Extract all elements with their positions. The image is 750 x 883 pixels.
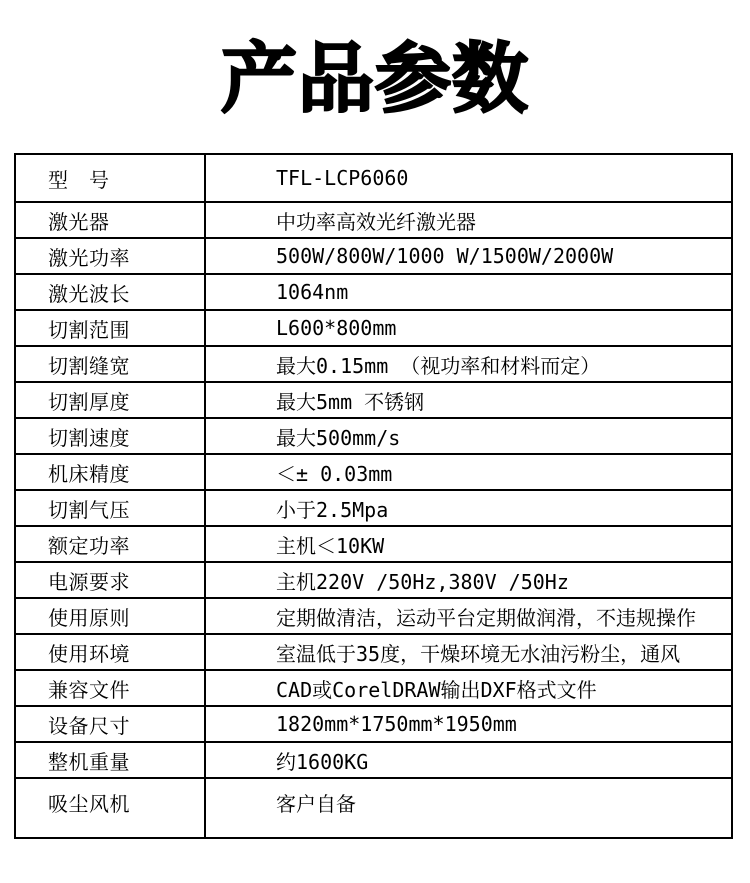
spec-value: 最大0.15mm （视功率和材料而定）	[205, 346, 732, 382]
spec-label: 使用原则	[15, 598, 205, 634]
table-row	[15, 778, 732, 838]
spec-label: 切割速度	[15, 418, 205, 454]
table-row	[15, 526, 732, 562]
spec-label: 切割气压	[15, 490, 205, 526]
table-row	[15, 598, 732, 634]
spec-label: 使用环境	[15, 634, 205, 670]
table-row	[15, 670, 732, 706]
spec-table-body	[15, 154, 732, 838]
spec-label: 额定功率	[15, 526, 205, 562]
table-row	[15, 706, 732, 742]
spec-value: 最大5mm 不锈钢	[205, 382, 732, 418]
spec-label: 激光功率	[15, 238, 205, 274]
product-spec-table	[14, 153, 733, 839]
table-row	[15, 310, 732, 346]
spec-value: CAD或CorelDRAW输出DXF格式文件	[205, 670, 732, 706]
table-row	[15, 274, 732, 310]
table-row	[15, 238, 732, 274]
table-row	[15, 418, 732, 454]
table-row	[15, 202, 732, 238]
spec-value: L600*800mm	[205, 310, 732, 346]
table-row	[15, 382, 732, 418]
table-row	[15, 346, 732, 382]
spec-label: 电源要求	[15, 562, 205, 598]
spec-value: 小于2.5Mpa	[205, 490, 732, 526]
table-row	[15, 562, 732, 598]
spec-value: 1064nm	[205, 274, 732, 310]
page-title: 产品参数	[221, 37, 529, 122]
spec-value: 中功率高效光纤激光器	[205, 202, 732, 238]
spec-value: TFL-LCP6060	[205, 154, 732, 202]
spec-value: 室温低于35度，干燥环境无水油污粉尘，通风	[205, 634, 732, 670]
spec-label: 兼容文件	[15, 670, 205, 706]
spec-value: 主机＜10KW	[205, 526, 732, 562]
spec-label: 激光波长	[15, 274, 205, 310]
spec-label: 切割缝宽	[15, 346, 205, 382]
spec-label: 切割厚度	[15, 382, 205, 418]
spec-value: 客户自备	[205, 778, 732, 838]
spec-value: 最大500mm/s	[205, 418, 732, 454]
spec-label: 切割范围	[15, 310, 205, 346]
table-row	[15, 634, 732, 670]
spec-value: 1820mm*1750mm*1950mm	[205, 706, 732, 742]
spec-label: 设备尺寸	[15, 706, 205, 742]
spec-value: ＜± 0.03mm	[205, 454, 732, 490]
spec-value: 约1600KG	[205, 742, 732, 778]
spec-label: 型 号	[15, 154, 205, 202]
spec-label: 激光器	[15, 202, 205, 238]
spec-value: 主机220V /50Hz,380V /50Hz	[205, 562, 732, 598]
table-row	[15, 490, 732, 526]
table-row	[15, 742, 732, 778]
spec-label: 整机重量	[15, 742, 205, 778]
table-row	[15, 154, 732, 202]
table-row	[15, 454, 732, 490]
spec-value: 定期做清洁，运动平台定期做润滑，不违规操作	[205, 598, 732, 634]
spec-label: 吸尘风机	[15, 778, 205, 838]
spec-label: 机床精度	[15, 454, 205, 490]
spec-value: 500W/800W/1000 W/1500W/2000W	[205, 238, 732, 274]
